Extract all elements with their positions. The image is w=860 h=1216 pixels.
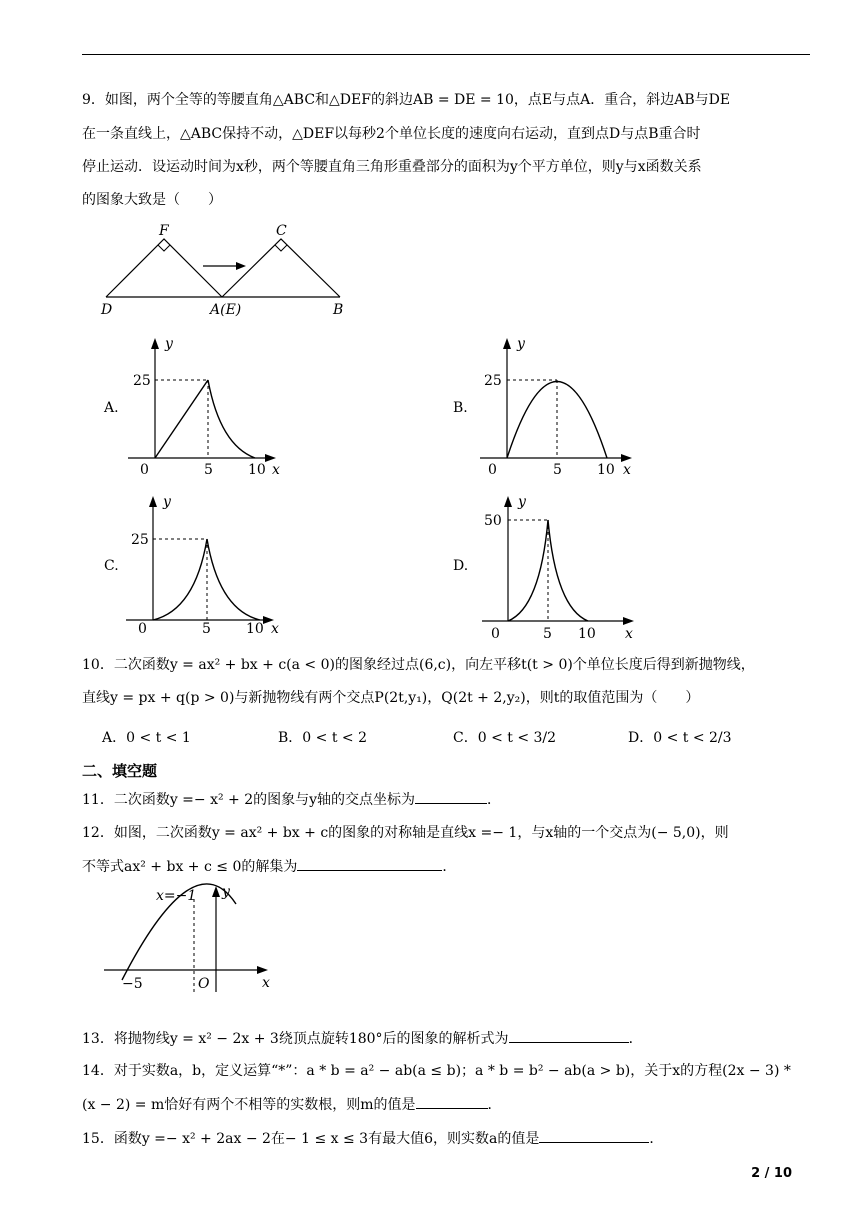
right-angle-mark-c [275,245,287,251]
y-arrow-icon [149,496,157,507]
y-label: y [163,494,171,510]
x-tick-5: 5 [202,621,211,637]
q13-prompt: 13．将抛物线y = x² − 2x + 3绕顶点旋转180°后的图象的解析式为 [82,1031,509,1047]
option-c-graph[interactable] [120,490,290,640]
q15-prompt: 15．函数y =− x² + 2ax − 2在− 1 ≤ x ≤ 3有最大值6，则实数a的值是 [82,1131,540,1147]
x-tick-5: 5 [553,462,562,478]
x-arrow-icon [621,454,632,462]
y-arrow-icon [504,496,512,507]
curve-right [207,539,260,620]
right-angle-mark-f [158,245,170,251]
label-b: B [333,302,344,318]
q12-parabola-figure [100,880,280,995]
y-tick: 25 [131,532,149,548]
q10-option-b[interactable]: B．0 < t < 2 [278,730,367,746]
x-tick-0: 0 [488,462,497,478]
q14-period: ． [487,1097,502,1113]
x-label: x [272,462,280,478]
y-label: y [222,884,230,900]
curve-right [208,380,255,458]
q15-text [82,1128,812,1149]
x-label: x [625,626,633,642]
arrow-head-icon [236,262,246,270]
q14-answer-blank[interactable] [416,1094,488,1109]
x-arrow-icon [623,617,634,625]
label-f: F [159,223,169,239]
y-label: y [518,494,526,510]
q9-line2: 在一条直线上，△ABC保持不动，△DEF以每秒2个单位长度的速度向右运动，直到点D与点B重合时 [82,126,701,142]
option-d-letter[interactable]: D. [453,558,469,574]
label-c: C [276,223,287,239]
x-arrow-icon [257,966,268,974]
q12-prompt: 不等式ax² + bx + c ≤ 0的解集为 [82,859,298,875]
curve-left [153,539,207,620]
q14-line1: 14．对于实数a，b，定义运算“*”：a * b = a² − ab(a ≤ b)；a * b = b² − ab(a > b)，关于x的方程(2x − 3) * [82,1063,791,1079]
option-a-letter[interactable]: A. [104,400,119,416]
neg5-label: −5 [122,976,143,992]
y-label: y [517,336,525,352]
curve-left [155,380,208,458]
x-tick-5: 5 [543,626,552,642]
option-a-graph[interactable] [120,333,290,478]
q10-line2: 直线y = px + q(p > 0)与新抛物线有两个交点P(2t,y₁)，Q(2t + 2,y₂)，则t的取值范围为（ ） [82,690,700,706]
q11-period: ． [487,792,502,808]
y-tick: 25 [484,373,502,389]
q12-line1: 12．如图，二次函数y = ax² + bx + c的图象的对称轴是直线x =− 1，与x轴的一个交点为(− 5,0)，则 [82,825,729,841]
x-label: x [262,975,270,991]
x-tick-0: 0 [491,626,500,642]
q13-answer-blank[interactable] [509,1028,629,1043]
option-b-graph[interactable] [472,333,642,478]
q12-answer-blank[interactable] [297,856,442,871]
page-number: 2 / 10 [751,1166,792,1181]
q9-line1: 9．如图，两个全等的等腰直角△ABC和△DEF的斜边AB = DE = 10，点E与点A．重合，斜边AB与DE [82,92,731,108]
triangle-def [106,239,222,297]
y-tick: 50 [484,513,502,529]
option-b-letter[interactable]: B. [453,400,468,416]
q9-line4: 的图象大致是（ ） [82,192,222,208]
option-c-letter[interactable]: C. [104,558,119,574]
q11-text [82,789,812,810]
y-arrow-icon [151,338,159,349]
y-arrow-icon [503,338,511,349]
x-tick-10: 10 [578,626,596,642]
x-tick-0: 0 [140,462,149,478]
q9-triangles-figure [95,222,355,322]
x-tick-5: 5 [204,462,213,478]
q11-answer-blank[interactable] [415,789,487,804]
q13-period: ． [628,1031,643,1047]
x-tick-10: 10 [248,462,266,478]
q12-period: ． [442,859,457,875]
section-title-fill-blank: 二、填空题 [82,762,158,780]
q12-line2 [82,856,812,877]
q10-line1: 10．二次函数y = ax² + bx + c(a < 0)的图象经过点(6,c)，向左平移t(t > 0)个单位长度后得到新抛物线， [82,657,755,673]
label-ae: A(E) [210,302,242,318]
q10-option-d[interactable]: D．0 < t < 2/3 [628,730,732,746]
q15-period: ． [649,1131,664,1147]
curve-left [508,520,548,621]
x-label: x [623,462,631,478]
x-tick-10: 10 [597,462,615,478]
label-d: D [101,302,113,318]
origin-label: O [198,976,210,992]
x-arrow-icon [265,454,276,462]
axis-label: x=−1 [156,888,197,904]
q14-prompt: (x − 2) = m恰好有两个不相等的实数根，则m的值是 [82,1097,416,1113]
y-label: y [165,336,173,352]
q9-line3: 停止运动．设运动时间为x秒，两个等腰直角三角形重叠部分的面积为y个平方单位，则y与x函数关系 [82,159,702,175]
x-label: x [271,621,279,637]
option-d-graph[interactable] [478,490,648,642]
q10-option-c[interactable]: C．0 < t < 3/2 [453,730,557,746]
q11-prompt: 11．二次函数y =− x² + 2的图象与y轴的交点坐标为 [82,792,416,808]
q13-text [82,1028,812,1049]
x-tick-10: 10 [246,621,264,637]
x-tick-0: 0 [138,621,147,637]
q15-answer-blank[interactable] [539,1128,649,1143]
y-tick: 25 [133,373,151,389]
q14-line2 [82,1094,812,1115]
curve-right [548,520,588,621]
header-rule [82,54,810,55]
q10-option-a[interactable]: A．0 < t < 1 [102,730,191,746]
